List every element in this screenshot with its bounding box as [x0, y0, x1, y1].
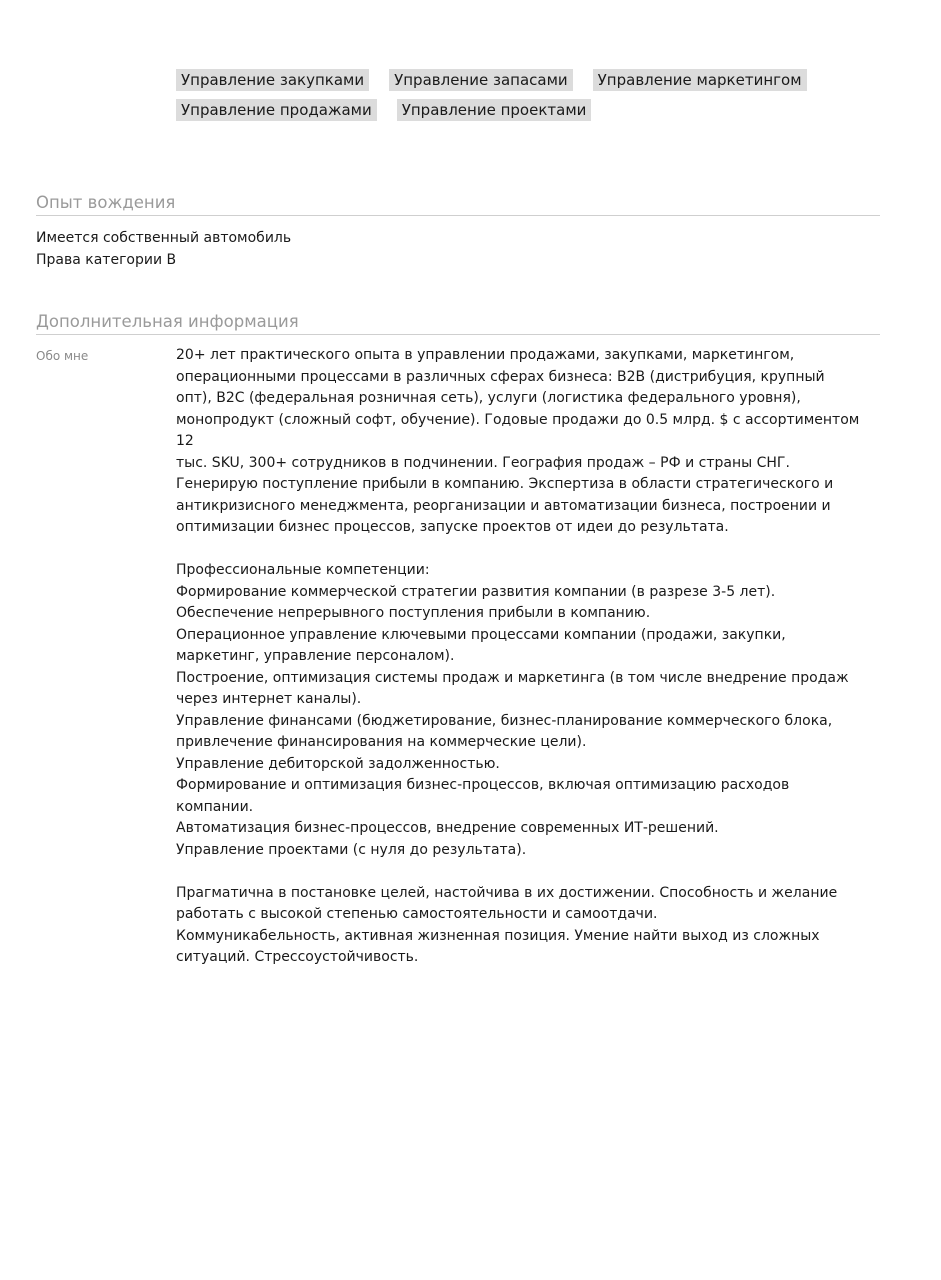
about-line: Операционное управление ключевыми процессами компании (продажи, закупки,: [176, 626, 786, 643]
driving-section-title: Опыт вождения: [36, 192, 880, 216]
about-line: Коммуникабельность, активная жизненная позиция. Умение найти выход из сложных: [176, 927, 820, 944]
paragraph-gap: [176, 861, 881, 883]
about-line: Управление финансами (бюджетирование, бизнес-планирование коммерческого блока,: [176, 712, 833, 729]
skills-tags: [176, 69, 876, 129]
about-line: операционными процессами в различных сферах бизнеса: B2B (дистрибуция, крупный: [176, 368, 825, 385]
about-line: тыс. SKU, 300+ сотрудников в подчинении. География продаж – РФ и страны СНГ.: [176, 454, 790, 471]
skill-tag: Управление закупками: [176, 69, 369, 91]
about-line: Генерирую поступление прибыли в компанию. Экспертиза в области стратегического и: [176, 476, 834, 492]
skill-tag: Управление проектами: [397, 99, 592, 121]
about-text: [176, 345, 881, 969]
skill-tag: Управление маркетингом: [593, 69, 807, 91]
driving-line: Права категории B: [36, 252, 177, 268]
skill-tag: Управление продажами: [176, 99, 377, 121]
about-line: маркетинг, управление персоналом).: [176, 648, 455, 664]
about-line: ситуаций. Стрессоустойчивость.: [176, 949, 419, 965]
driving-info: [36, 227, 291, 271]
paragraph-gap: [176, 539, 881, 561]
about-line: Прагматична в постановке целей, настойчива в их достижении. Способность и желание: [176, 884, 838, 901]
about-line: Управление проектами (с нуля до результата).: [176, 841, 527, 858]
about-line: компании.: [176, 798, 254, 815]
driving-line: Имеется собственный автомобиль: [36, 230, 292, 246]
about-line: опт), B2C (федеральная розничная сеть), услуги (логистика федерального уровня),: [176, 390, 801, 406]
about-line: Формирование коммерческой стратегии развития компании (в разрезе 3-5 лет).: [176, 583, 776, 600]
about-line: 20+ лет практического опыта в управлении продажами, закупками, маркетингом,: [176, 347, 795, 363]
about-line: через интернет каналы).: [176, 691, 362, 707]
skills-row-1: [176, 69, 876, 91]
about-line: работать с высокой степенью самостоятельности и самоотдачи.: [176, 906, 658, 922]
about-label: Обо мне: [36, 349, 89, 363]
skill-tag: Управление запасами: [389, 69, 573, 91]
additional-section-title: Дополнительная информация: [36, 311, 880, 335]
about-line: Автоматизация бизнес-процессов, внедрение современных ИТ-решений.: [176, 820, 719, 836]
about-line: привлечение финансирования на коммерческие цели).: [176, 734, 587, 750]
about-line: оптимизации бизнес процессов, запуске проектов от идеи до результата.: [176, 519, 729, 535]
about-line: Обеспечение непрерывного поступления прибыли в компанию.: [176, 605, 651, 621]
about-line: антикризисного менеджмента, реорганизации и автоматизации бизнеса, построении и: [176, 497, 831, 514]
about-line: монопродукт (сложный софт, обучение). Годовые продажи до 0.5 млрд. $ с ассортиментом 12: [176, 411, 860, 449]
about-line: Формирование и оптимизация бизнес-процессов, включая оптимизацию расходов: [176, 777, 790, 793]
skills-row-2: [176, 99, 876, 121]
about-line: Построение, оптимизация системы продаж и маркетинга (в том числе внедрение продаж: [176, 669, 849, 686]
about-line: Профессиональные компетенции:: [176, 562, 430, 578]
about-line: Управление дебиторской задолженностью.: [176, 755, 500, 772]
